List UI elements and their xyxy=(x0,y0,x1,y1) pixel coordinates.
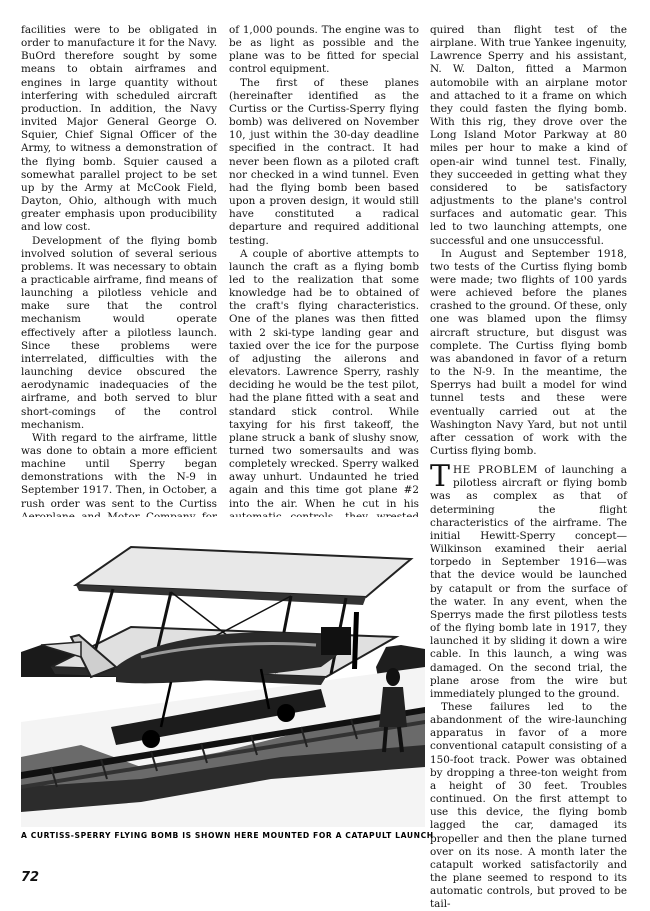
flying-bomb-illustration xyxy=(21,517,425,827)
text-column-3 xyxy=(430,24,627,911)
text-column-2 xyxy=(229,24,419,590)
paragraph: With regard to the airframe, little was done to obtain a more efficient machine until Sperry began demonstrations with the N-9 in September 1917. Then, in October, a rush order was sent to the Curtiss xyxy=(21,431,217,510)
paragraph: Development of the flying bomb involved solution of several serious problems. It was necessary to obtain a practicable airframe, find means of launching a pilotless vehicle and make sure that the control mechanism would operate effectively after a pilotless launch. Since these problems were interrelated, difficulties with the launching device obscured the aerodynamic inadequacies of the airframe, and both served to blur short-comings of the control mechanism. xyxy=(21,234,217,431)
paragraph: facilities were to be obligated in order to manufacture it for the Navy. BuOrd therefore sought by some means to obtain airframes and engines in large quantity without interfering with scheduled aircraft production. In addition, the Navy invited Major General George O. Squier, Chief Signal Officer of the Army, to witness a demonstration of the flying bomb. Squier caused a somewhat parallel project to be set up by the Army at McCook Field, Dayton, Ohio, although with much greater emphasis upon producibility and low cost. xyxy=(21,24,217,234)
paragraph: These failures led to the abandonment of the wire-launching apparatus in favor of a more conventional catapult consisting of a 150-foot track. Power was obtained by dropping a three-ton weight from a height of 30 feet. Troubles continued. On the first attempt to use this device, the flying bomb lagged the car, damaged its propeller and then the plane turned over on its nose. A month later the catapult worked satisfactorily and the plane seemed to respond to its automatic controls, but proved to be tail- xyxy=(430,700,627,911)
lead-in-caps: HE PROBLEM xyxy=(453,464,538,477)
paragraph: quired than flight test of the airplane. With true Yankee ingenuity, Lawrence Sperry and his assistant, N. W. Dalton, fitted a Marmon automobile with an airplane motor and attached to it a frame on which they could fasten the flying bomb. With this rig, they drove over the Long Island Motor Parkway at 80 miles per hour to make a kind of open-air wind tunnel test. Finally, they succeeded in getting what they considered to be satisfactory adjustments to the plane's control surfaces and automatic gear. This led to two launching attempts, one successful and one unsuccessful. xyxy=(430,24,627,247)
section-start-paragraph xyxy=(430,459,627,701)
page-number: 72 xyxy=(21,870,40,885)
photo-caption: A CURTISS-SPERRY FLYING BOMB IS SHOWN HERE MOUNTED FOR A CATAPULT LAUNCH xyxy=(21,831,434,840)
text-column-1 xyxy=(21,24,217,590)
paragraph: A couple of abortive attempts to launch the craft as a flying bomb led to the realization that some knowledge had be to obtained of the craft's flying characteristics. One of the planes was then fitted with 2 ski-type landing gear and taxied over the ice for the purpose of adjusting the ailerons and elevators. Lawrence Sperry, rashly deciding he would be the test pilot, had the plane fitted with a seat and standard stick control. While taxying for his first takeoff, the plane struck a bank of slushy snow, turned two somersaults and was completely wrecked. Sperry walked away unhurt. Undaunted he tried again and this time got plane #2 into the air. When he cut in his xyxy=(229,247,419,510)
paragraph: of 1,000 pounds. The engine was to be as light as possible and the plane was to be fitted for special control equipment. xyxy=(229,24,419,76)
paragraph: In August and September 1918, two tests of the Curtiss flying bomb were made; two flights of 100 yards were achieved before the planes crashed to the ground. Of these, only one was blamed upon the flimsy aircraft structure, but disgust was complete. The Curtiss flying bomb was abandoned in favor of a return to the N-9. In the meantime, the Sperrys had built a model for wind tunnel tests and these were eventually carried out at the Washington Navy Yard, but not until after cessation of work with the Curtiss flying bomb. xyxy=(430,247,627,457)
paragraph: The first of these planes (hereinafter identified as the Curtiss or the Curtiss-Sperry flying bomb) was delivered on November 10, just within the 30-day deadline specified in the contract. It had never been flown as a piloted craft nor checked in a wind tunnel. Even had the flying bomb been based upon a proven design, it would still have constituted a radical departure and required additional testing. xyxy=(229,76,419,247)
flying-bomb-photo xyxy=(21,517,425,827)
paragraph-body: of launching a pilotless aircraft or flying bomb was as complex as that of determining the flight characteristics of the airframe. The initial Hewitt-Sperry concept—Wilkinson examined their aerial torpedo in September 1916—was that the device would be launched by catapult or from the surface of the water. In any event, when the Sperrys made the first pilotless tests of the flying bomb late in 1917, they launched it by sliding it down a wire cable. In this launch, a wing was damaged. On the second trial, the plane arose from the wire but immediately plunged to the ground. xyxy=(430,464,627,700)
drop-cap: T xyxy=(430,459,451,495)
